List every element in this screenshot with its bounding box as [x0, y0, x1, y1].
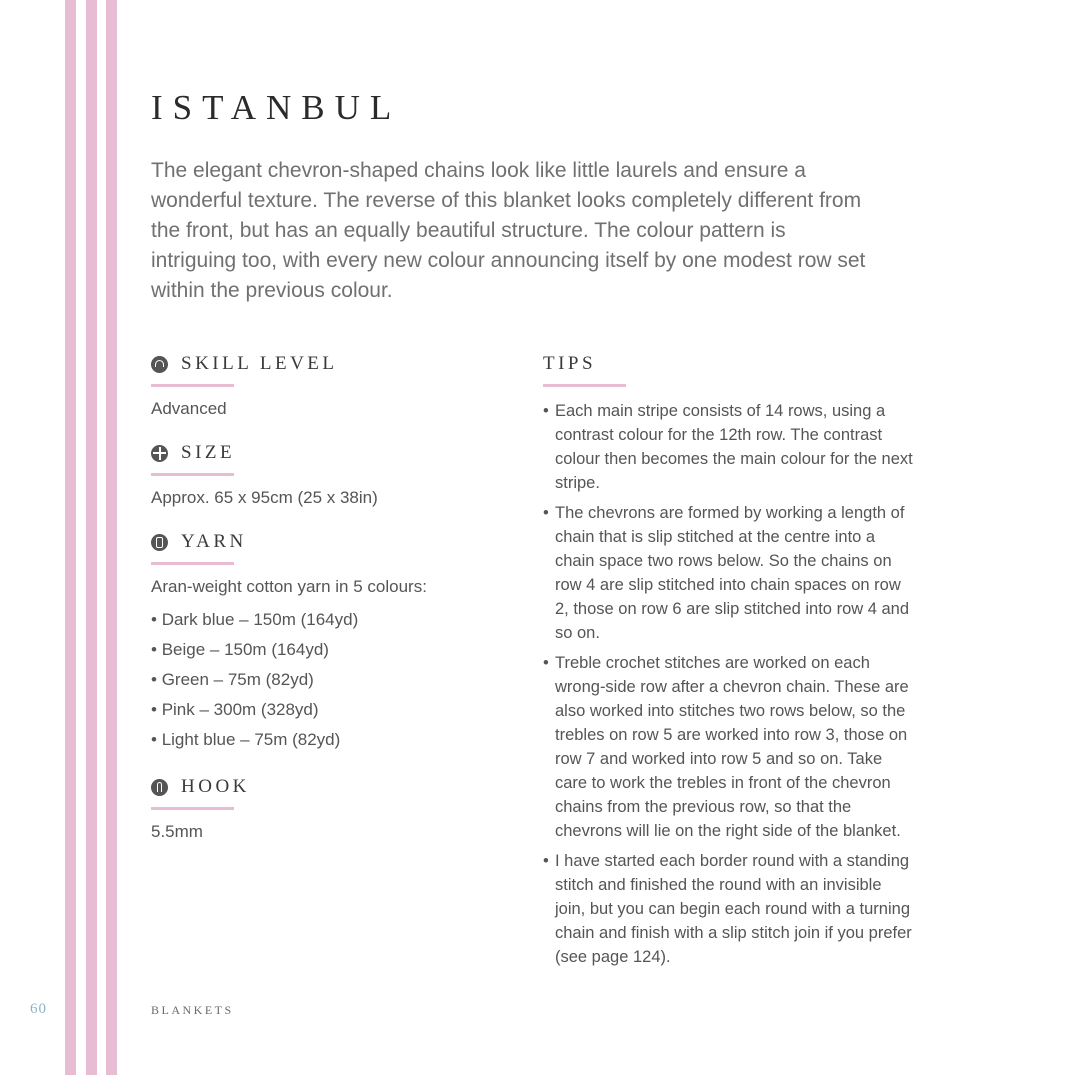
- hook-heading: HOOK: [181, 776, 250, 797]
- page-number: 60: [30, 1001, 47, 1017]
- list-item: • Treble crochet stitches are worked on each wrong-side row after a chevron chain. These are also worked into stitches two rows below, so the trebles on row 5 are worked into row 3, those on row 7 and worked into row 5 and so on. Take care to work the trebles in front of the chevron chains from the previous row, so that the chevrons will lie on the right side of the blanket.: [543, 654, 909, 840]
- heading-underline: [151, 473, 234, 476]
- yarn-heading: YARN: [181, 531, 247, 552]
- heading-underline: [151, 562, 234, 565]
- yarn-icon: [151, 534, 168, 551]
- list-item: • Each main stripe consists of 14 rows, using a contrast colour for the 12th row. The contrast colour then becomes the main colour for the next stripe.: [543, 402, 913, 492]
- list-item: • Pink – 300m (328yd): [151, 700, 319, 719]
- decorative-stripe-1: [65, 0, 76, 1075]
- tips-section: [543, 350, 913, 975]
- hook-section: [151, 773, 491, 844]
- section-footer: BLANKETS: [151, 1003, 234, 1017]
- list-item: • Beige – 150m (164yd): [151, 640, 329, 659]
- decorative-stripe-3: [106, 0, 117, 1075]
- list-item: • Light blue – 75m (82yd): [151, 730, 341, 749]
- decorative-stripe-2: [86, 0, 97, 1075]
- gauge-icon: [151, 356, 168, 373]
- hook-icon: [151, 779, 168, 796]
- tips-heading: TIPS: [543, 353, 597, 374]
- heading-underline: [151, 807, 234, 810]
- skill-level-section: [151, 350, 491, 421]
- pattern-details: [151, 350, 491, 862]
- skill-level-heading: SKILL LEVEL: [181, 353, 338, 374]
- yarn-intro: Aran-weight cotton yarn in 5 colours:: [151, 577, 427, 596]
- size-value: Approx. 65 x 95cm (25 x 38in): [151, 488, 378, 507]
- list-item: • Green – 75m (82yd): [151, 670, 314, 689]
- size-heading: SIZE: [181, 442, 236, 463]
- list-item: • The chevrons are formed by working a length of chain that is slip stitched at the centre into a chain space two rows below. So the chains on row 4 are slip stitched into chain spaces on row 2, those on row 6 are slip stitched into row 4 and so on.: [543, 504, 910, 642]
- yarn-list: [151, 605, 491, 755]
- list-item: • Dark blue – 150m (164yd): [151, 610, 359, 629]
- yarn-section: [151, 528, 491, 755]
- list-item: • I have started each border round with a standing stitch and finished the round with an invisible join, but you can begin each round with a turning chain and finish with a slip stitch join if you prefer (see page 124).: [543, 852, 912, 966]
- heading-underline: [151, 384, 234, 387]
- intro-paragraph: The elegant chevron-shaped chains look like little laurels and ensure a wonderful texture. The reverse of this blanket looks completely different from the front, but has an equally beautiful structure. The colour pattern is intriguing too, with every new colour announcing itself by one modest row set within the previous colour.: [151, 159, 866, 302]
- hook-value: 5.5mm: [151, 822, 203, 841]
- page-title: ISTANBUL: [151, 88, 402, 127]
- tips-list: [543, 399, 913, 969]
- skill-level-value: Advanced: [151, 399, 227, 418]
- size-section: [151, 439, 491, 510]
- heading-underline: [543, 384, 626, 387]
- size-icon: [151, 445, 168, 462]
